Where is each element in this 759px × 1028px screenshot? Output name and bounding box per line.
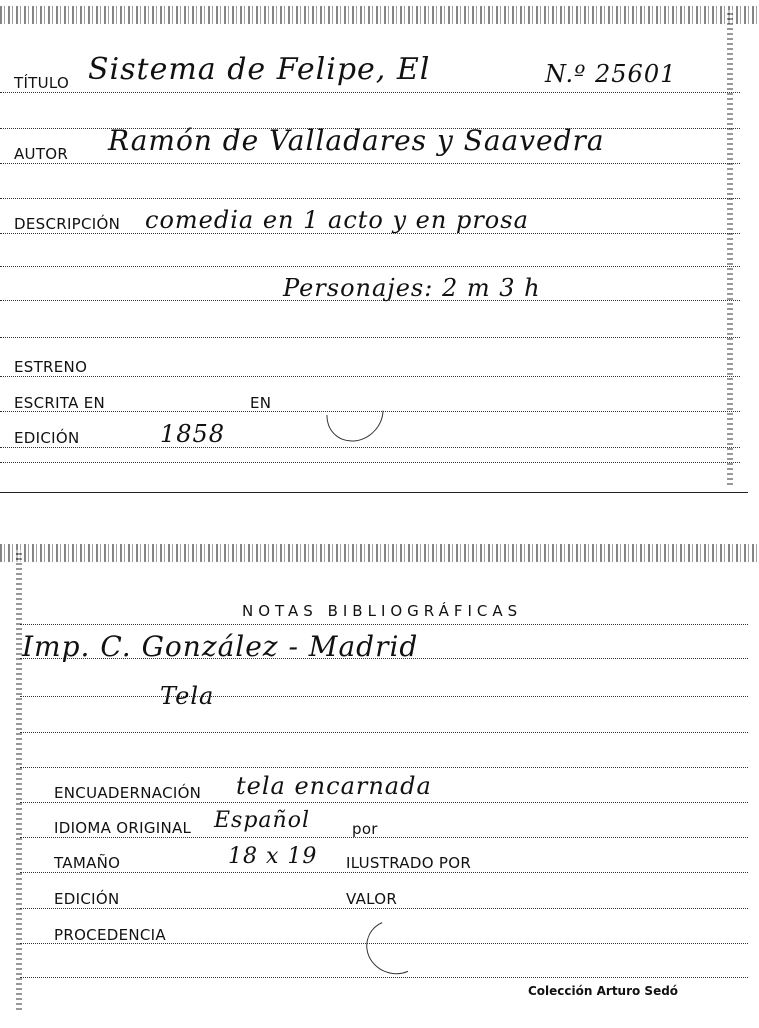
edicion-value: 1858 <box>160 420 226 448</box>
por-label: por <box>352 820 378 838</box>
notas-heading: NOTAS BIBLIOGRÁFICAS <box>242 602 523 620</box>
valor-label: VALOR <box>346 890 398 908</box>
rule-line <box>0 266 740 267</box>
autor-label: AUTOR <box>14 145 69 163</box>
rule-line <box>20 837 748 838</box>
rule-line <box>20 624 748 625</box>
descripcion-value: comedia en 1 acto y en prosa <box>145 206 529 234</box>
idioma-label: IDIOMA ORIGINAL <box>54 819 192 837</box>
titulo-value: Sistema de Felipe, El <box>88 52 431 87</box>
imprenta-value: Imp. C. González - Madrid <box>22 630 419 663</box>
tamano-value: 18 x 19 <box>228 844 318 869</box>
collection-footer: Colección Arturo Sedó <box>528 984 679 998</box>
escrita-en-label: ESCRITA EN <box>14 394 106 412</box>
card-border <box>16 550 22 1010</box>
rule-line <box>0 447 740 448</box>
idioma-value: Español <box>214 808 310 833</box>
tamano-label: TAMAÑO <box>54 854 121 872</box>
rule-line <box>0 198 740 199</box>
rule-line <box>20 977 748 978</box>
torn-edge <box>0 544 759 562</box>
torn-edge <box>0 6 759 24</box>
rule-line <box>20 696 748 697</box>
rule-line <box>20 908 748 909</box>
personajes-value: Personajes: 2 m 3 h <box>283 274 541 302</box>
autor-value: Ramón de Valladares y Saavedra <box>108 124 605 157</box>
registro-number: N.º 25601 <box>545 60 677 88</box>
en-label: EN <box>250 394 272 412</box>
nota-value: Tela <box>160 682 215 710</box>
rule-line <box>0 376 740 377</box>
rule-line <box>20 802 748 803</box>
stamp-circle <box>359 912 432 983</box>
procedencia-label: PROCEDENCIA <box>54 926 166 944</box>
rule-line <box>20 732 748 733</box>
encuadernacion-value: tela encarnada <box>236 772 432 800</box>
rule-line <box>20 767 748 768</box>
titulo-label: TÍTULO <box>14 74 70 92</box>
ilustrado-label: ILUSTRADO POR <box>346 854 472 872</box>
card-border <box>727 10 733 485</box>
rule-line <box>0 462 740 463</box>
rule-line <box>0 337 740 338</box>
descripcion-label: DESCRIPCIÓN <box>14 215 121 233</box>
encuadernacion-label: ENCUADERNACIÓN <box>54 784 202 802</box>
catalog-card-back <box>0 540 759 1020</box>
catalog-card-front <box>0 0 759 495</box>
rule-line <box>0 92 740 93</box>
rule-line <box>0 163 740 164</box>
stamp-circle <box>315 373 396 454</box>
estreno-label: ESTRENO <box>14 358 88 376</box>
edicion-label: EDICIÓN <box>14 429 80 447</box>
rule-line <box>20 872 748 873</box>
edicion-label: EDICIÓN <box>54 890 120 908</box>
card-bottom-line <box>0 492 748 493</box>
